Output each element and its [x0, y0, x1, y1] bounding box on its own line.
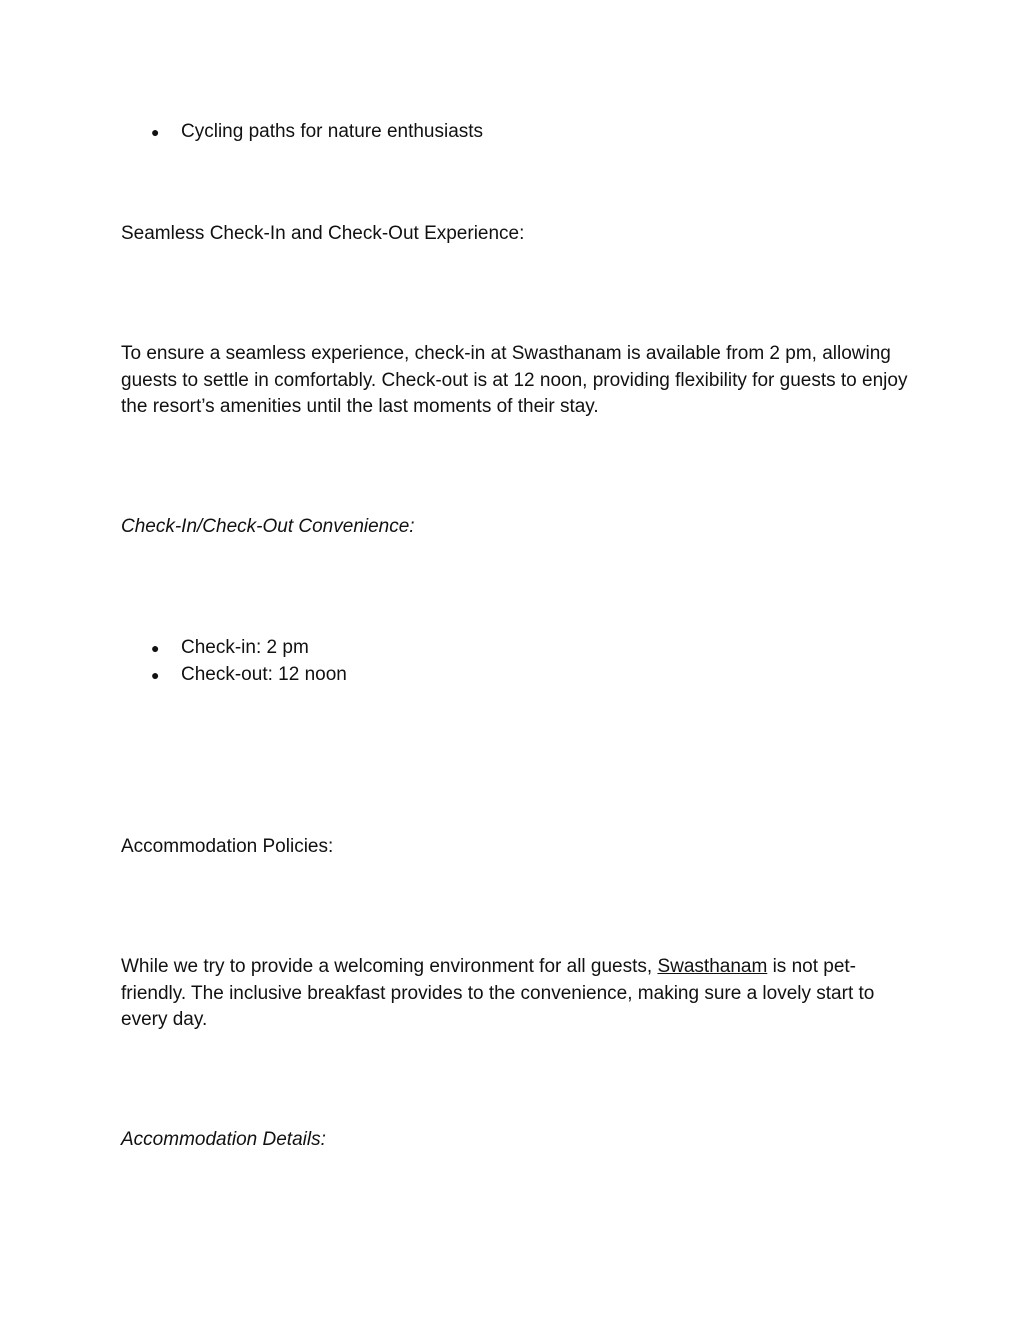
bullet-icon: ● — [151, 666, 160, 683]
policies-paragraph — [121, 954, 911, 1034]
times-list — [121, 635, 347, 688]
convenience-heading: Check-In/Check-Out Convenience: — [121, 516, 415, 537]
bullet-icon: ● — [151, 124, 160, 140]
details-heading: Accommodation Details: — [121, 1129, 326, 1150]
list-item-text: Cycling paths for nature enthusiasts — [181, 121, 484, 142]
swasthanam-underlined-word: Swasthanam — [657, 956, 768, 977]
bullet-icon: ● — [151, 640, 160, 656]
policies-heading: Accommodation Policies: — [121, 836, 334, 857]
checkin-heading: Seamless Check-In and Check-Out Experience: — [121, 223, 525, 244]
list-item — [121, 635, 347, 662]
list-item — [121, 662, 347, 689]
list-item-text: Check-out: 12 noon — [181, 663, 347, 685]
policies-text-end: is not pet-friendly. The inclusive breakfast provides to the convenience, making sure a lovely start to every day. — [121, 956, 875, 1030]
checkin-paragraph: To ensure a seamless experience, check-in at Swasthanam is available from 2 pm, allowing guests to settle in comfortably. Check-out is at 12 noon, providing flexibility for guests to enjoy the resort’s amenities until the last moments of their stay. — [121, 343, 908, 417]
policies-text-start: While we try to provide a welcoming environment for all guests, — [121, 956, 658, 977]
list-item-text: Check-in: 2 pm — [181, 637, 309, 658]
amenities-list — [121, 119, 483, 146]
list-item — [121, 119, 483, 146]
